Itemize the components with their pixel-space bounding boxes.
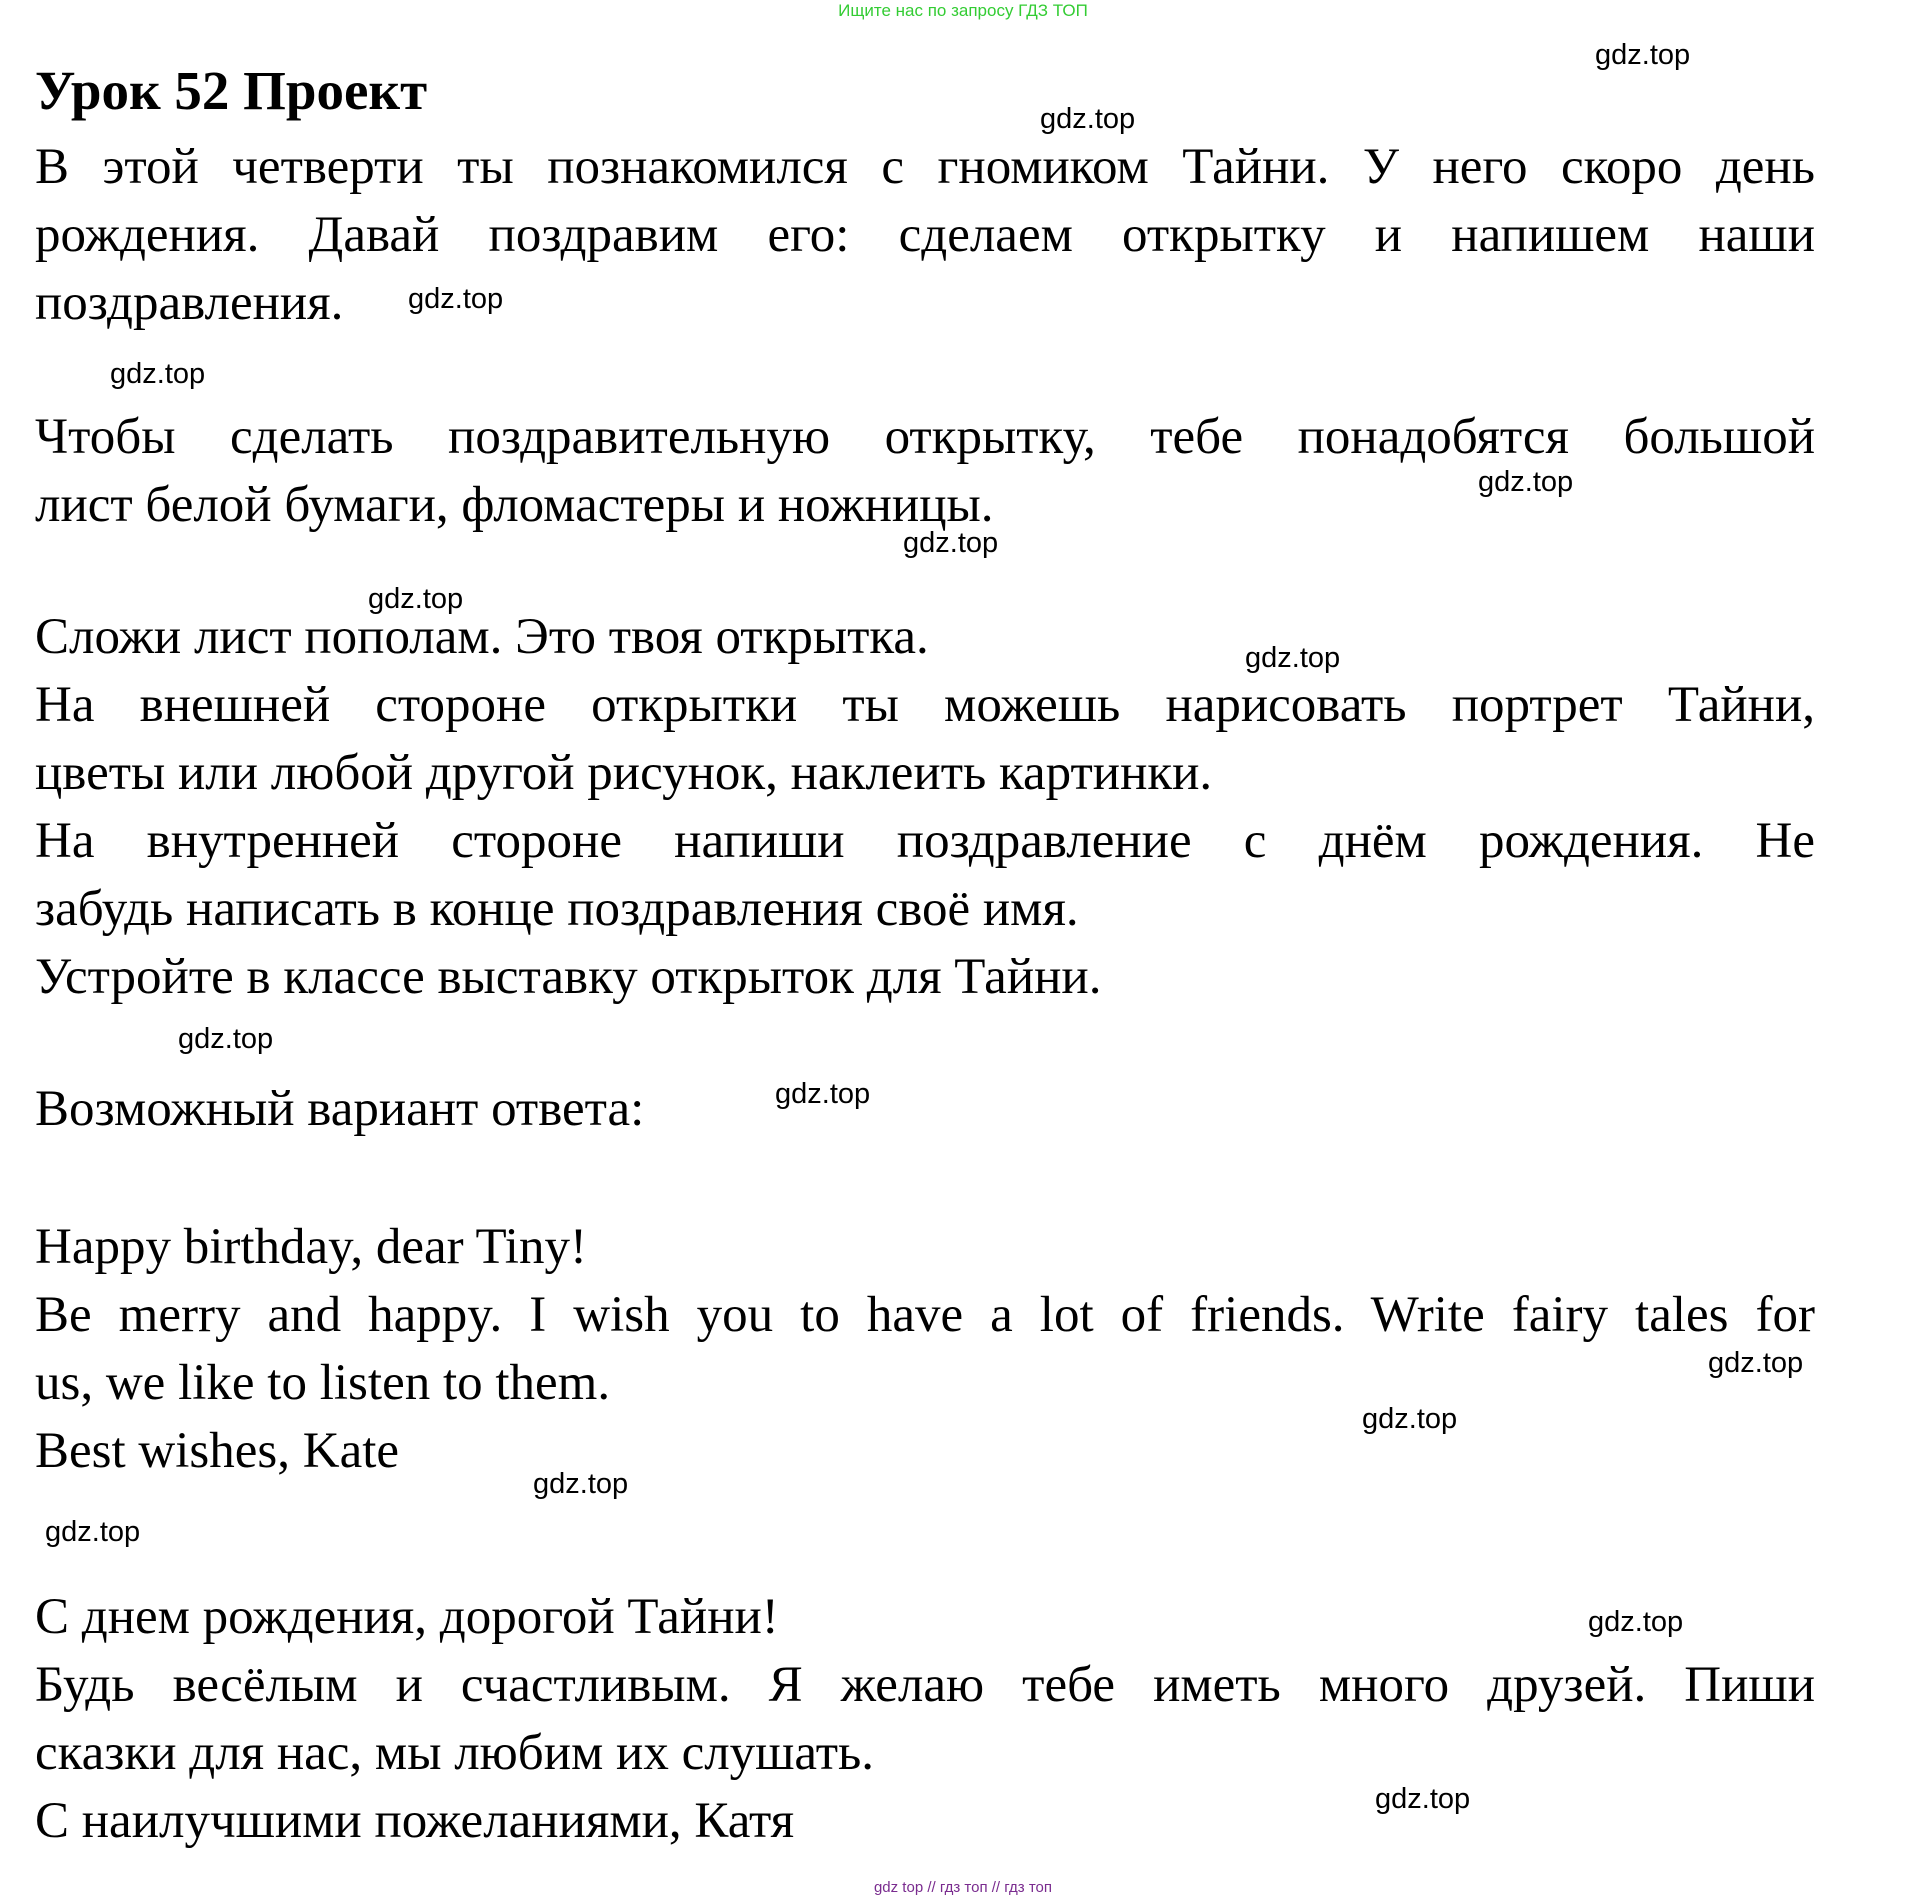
watermark: gdz.top	[1595, 39, 1691, 71]
watermark: gdz.top	[110, 358, 206, 390]
watermark: gdz.top	[1375, 1783, 1471, 1815]
page-title: Урок 52 Проект	[35, 60, 428, 121]
answer-label	[35, 1075, 1815, 1143]
materials-line-2: лист белой бумаги, фломастеры и ножницы.	[35, 477, 994, 533]
watermark: gdz.top	[1040, 103, 1136, 135]
materials-line-1: Чтобы сделать поздравительную открытку, тебе понадобятся большой	[35, 409, 1815, 465]
instructions-line-4: На внутренней стороне напиши поздравление с днём рождения. Не	[35, 813, 1815, 869]
watermark: gdz.top	[533, 1468, 629, 1500]
russian-greeting	[35, 1583, 1815, 1855]
watermark: gdz.top	[1245, 642, 1341, 674]
watermark: gdz.top	[45, 1516, 141, 1548]
english-line-4: Best wishes, Kate	[35, 1423, 400, 1479]
russian-line-4: С наилучшими пожеланиями, Катя	[35, 1793, 795, 1849]
english-greeting	[35, 1213, 1815, 1485]
watermark: gdz.top	[1588, 1606, 1684, 1638]
watermark: gdz.top	[1708, 1347, 1804, 1379]
watermark: gdz.top	[178, 1023, 274, 1055]
instructions-line-3: цветы или любой другой рисунок, наклеить картинки.	[35, 745, 1213, 801]
russian-line-2: Будь весёлым и счастливым. Я желаю тебе иметь много друзей. Пиши	[35, 1657, 1815, 1713]
watermark: gdz.top	[408, 283, 504, 315]
instructions-line-5: забудь написать в конце поздравления своё имя.	[35, 881, 1079, 937]
instructions-line-1: Сложи лист пополам. Это твоя открытка.	[35, 609, 929, 665]
intro-paragraph	[35, 133, 1815, 337]
instructions-line-6: Устройте в классе выставку открыток для Тайни.	[35, 949, 1102, 1005]
instructions-paragraph	[35, 603, 1815, 1011]
watermark: gdz.top	[775, 1078, 871, 1110]
watermark: gdz.top	[1362, 1403, 1458, 1435]
intro-line-2: рождения. Давай поздравим его: сделаем открытку и напишем наши	[35, 207, 1815, 263]
intro-line-1: В этой четверти ты познакомился с гномиком Тайни. У него скоро день	[35, 139, 1815, 195]
top-banner: Ищите нас по запросу ГДЗ ТОП	[838, 1, 1088, 20]
watermark: gdz.top	[368, 583, 464, 615]
english-line-1: Happy birthday, dear Tiny!	[35, 1219, 587, 1275]
english-line-2: Be merry and happy. I wish you to have a lot of friends. Write fairy tales for	[35, 1287, 1815, 1343]
russian-line-1: С днем рождения, дорогой Тайни!	[35, 1589, 779, 1645]
watermark: gdz.top	[1478, 466, 1574, 498]
answer-label-text: Возможный вариант ответа:	[35, 1081, 645, 1137]
instructions-line-2: На внешней стороне открытки ты можешь нарисовать портрет Тайни,	[35, 677, 1815, 733]
russian-line-3: сказки для нас, мы любим их слушать.	[35, 1725, 875, 1781]
intro-line-3: поздравления.	[35, 275, 344, 331]
english-line-3: us, we like to listen to them.	[35, 1355, 611, 1411]
watermark: gdz.top	[903, 527, 999, 559]
footer: gdz top // гдз топ // гдз топ	[873, 1879, 1053, 1896]
